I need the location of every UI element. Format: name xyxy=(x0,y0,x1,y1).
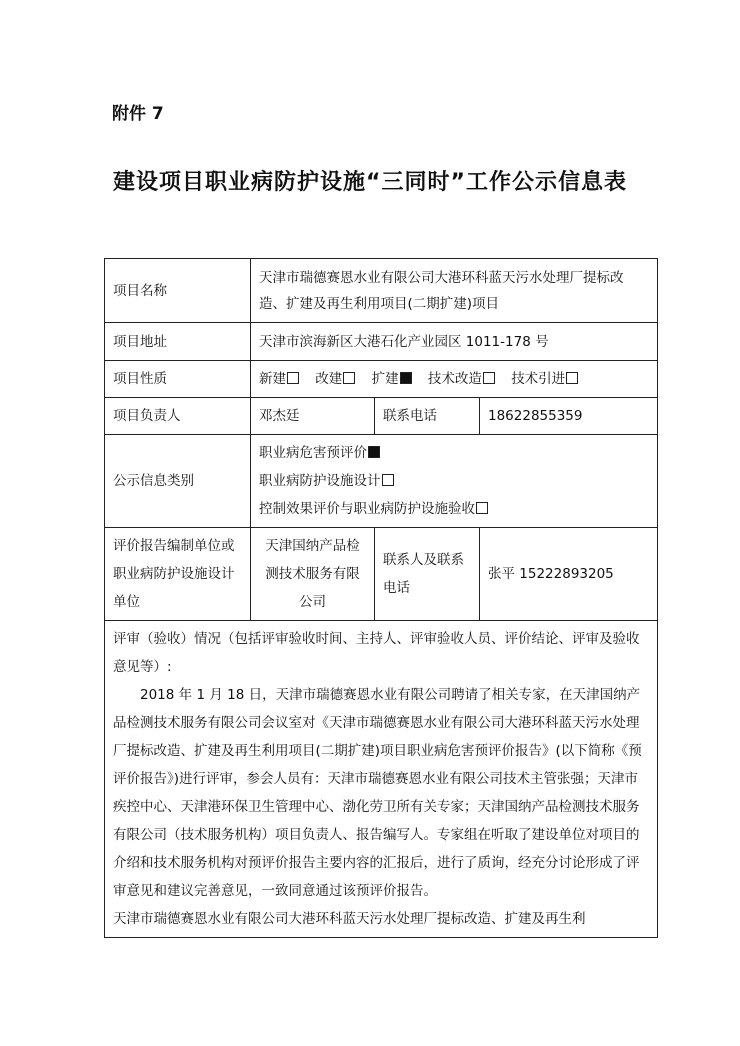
checkbox-checked-icon xyxy=(368,446,380,458)
row-report-unit xyxy=(105,528,658,621)
checkbox-icon xyxy=(382,474,394,486)
option-label: 扩建 xyxy=(371,371,399,387)
info-table xyxy=(104,258,658,938)
row-project-leader xyxy=(105,398,658,435)
option-label: 职业病危害预评价 xyxy=(259,445,367,461)
nature-option-rebuild xyxy=(315,371,355,387)
info-category-options xyxy=(251,435,658,528)
row-info-category xyxy=(105,435,658,528)
category-option-acceptance xyxy=(259,495,649,523)
row-project-name xyxy=(105,259,658,323)
project-address-value: 天津市滨海新区大港石化产业园区 1011-178 号 xyxy=(251,323,658,361)
option-label: 新建 xyxy=(259,371,286,387)
review-paragraph: 2018 年 1 月 18 日，天津市瑞德赛恩水业有限公司聘请了相关专家，在天津国纳产品检测技术服务有限公司会议室对《天津市瑞德赛恩水业有限公司大港环科蓝天污水处理厂提标改造、扩建及再生利用项目(二期扩建)项目职业病危害预评价报告》(以下简称《预评价报告》)进行评审，参会人员有：天津市瑞德赛恩水业有限公司技术主管张强；天津市疾控中心、天津港环保卫生管理中心、渤化劳卫所有关专家；天津国纳产品检测技术服务有限公司（技术服务机构）项目负责人、报告编写人。专家组在听取了建设单位对项目的介绍和技术服务机构对预评价报告主要内容的汇报后，进行了质询，经充分讨论形成了评审意见和建议完善意见，一致同意通过该预评价报告。 xyxy=(113,687,642,899)
project-leader-value: 邓杰廷 xyxy=(251,398,375,435)
project-leader-label: 项目负责人 xyxy=(105,398,251,435)
phone-value: 18622855359 xyxy=(480,398,658,435)
category-option-design xyxy=(259,467,649,495)
nature-option-expand xyxy=(372,371,412,387)
option-label: 控制效果评价与职业病防护设施验收 xyxy=(259,501,475,517)
checkbox-checked-icon xyxy=(400,372,412,384)
project-name-label: 项目名称 xyxy=(105,259,251,323)
project-address-label: 项目地址 xyxy=(105,323,251,361)
page-title: 建设项目职业病防护设施“三同时”工作公示信息表 xyxy=(113,170,627,195)
nature-option-new xyxy=(259,371,299,387)
category-option-pre-evaluation xyxy=(259,439,649,467)
option-label: 职业病防护设施设计 xyxy=(259,473,381,489)
report-unit-label: 评价报告编制单位或职业病防护设施设计单位 xyxy=(105,528,251,621)
nature-option-tech-import xyxy=(511,371,578,387)
review-paragraph-continued: 天津市瑞德赛恩水业有限公司大港环科蓝天污水处理厂提标改造、扩建及再生利 xyxy=(113,911,586,927)
checkbox-icon xyxy=(483,372,495,384)
nature-option-tech-upgrade xyxy=(428,371,495,387)
project-nature-label: 项目性质 xyxy=(105,361,251,398)
row-project-nature xyxy=(105,361,658,398)
project-nature-options xyxy=(251,361,658,398)
contact-label: 联系人及联系电话 xyxy=(375,528,480,621)
review-cell xyxy=(105,621,658,938)
review-heading: 评审（验收）情况（包括评审验收时间、主持人、评审验收人员、评价结论、评审及验收意见等）: xyxy=(113,631,640,675)
phone-label: 联系电话 xyxy=(375,398,480,435)
row-review xyxy=(105,621,658,938)
info-category-label: 公示信息类别 xyxy=(105,435,251,528)
attachment-label: 附件 7 xyxy=(112,104,164,124)
contact-value: 张平 15222893205 xyxy=(480,528,658,621)
checkbox-icon xyxy=(476,502,488,514)
checkbox-icon xyxy=(343,372,355,384)
checkbox-icon xyxy=(287,372,299,384)
project-name-value: 天津市瑞德赛恩水业有限公司大港环科蓝天污水处理厂提标改造、扩建及再生利用项目(二期扩建)项目 xyxy=(251,259,658,323)
option-label: 技术引进 xyxy=(511,371,566,387)
checkbox-icon xyxy=(566,372,578,384)
option-label: 技术改造 xyxy=(427,371,482,387)
option-label: 改建 xyxy=(315,371,343,387)
report-unit-value: 天津国纳产品检测技术服务有限公司 xyxy=(251,528,375,621)
row-project-address xyxy=(105,323,658,361)
